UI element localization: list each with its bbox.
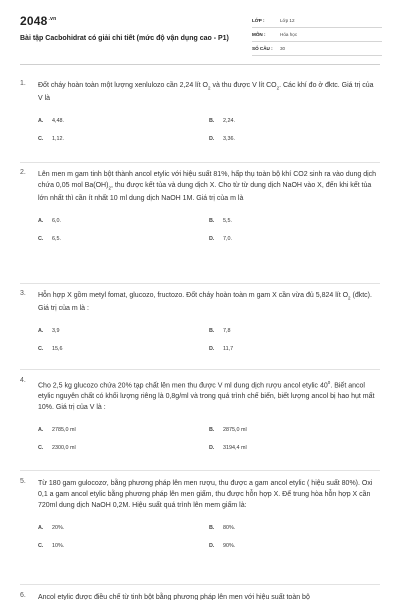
option-b[interactable]: B. 2875,0 ml (209, 427, 247, 434)
answer-options (38, 112, 380, 148)
option-d[interactable]: D. 3,36. (209, 136, 235, 143)
option-b[interactable]: B. 5,5. (209, 218, 232, 225)
option-a[interactable]: A. 20%. (38, 525, 65, 531)
meta-key: MÔN : (252, 32, 266, 37)
meta-value: 30 (280, 46, 286, 51)
question-1 (20, 80, 380, 148)
question-text: Từ 180 gam gulocozơ, bằng phương pháp lên men rượu, thu được a gam ancol etylic ( hiệu suất 80%). Oxi 0,1 a gam ancol etylic bằng phương pháp lên men giấm, thu được hỗn hợp X. Để trung hòa hỗn hợp X cần 720ml dung dịch NaOH 0,2M. Hiệu suất quá trình lên mem giấm là: (38, 480, 373, 509)
question-3 (20, 290, 380, 358)
option-b[interactable]: B. 2,24. (209, 118, 235, 125)
question-divider (20, 162, 380, 163)
option-c[interactable]: C. 10%. (38, 543, 65, 549)
question-number: 3. (20, 290, 26, 297)
document-header (0, 0, 400, 64)
option-c[interactable]: C. 6,5. (38, 236, 61, 243)
option-b[interactable]: B. 80%. (209, 525, 236, 531)
option-a[interactable]: A. 6,0. (38, 218, 61, 225)
answer-options (38, 519, 380, 555)
question-number: 4. (20, 377, 26, 384)
answer-options (38, 322, 380, 358)
meta-row-subject (252, 28, 382, 42)
meta-info (252, 14, 382, 56)
option-c[interactable]: C. 15,6 (38, 346, 63, 353)
answer-options (38, 421, 380, 457)
question-6 (20, 592, 380, 600)
question-number: 5. (20, 478, 26, 485)
question-text: Hỗn hợp X gồm metyl fomat, glucozo, fructozo. Đốt cháy hoàn toàn m gam X cần vừa đủ 5,824 lít $O_2$ (đktc). Giá trị của m là : (38, 292, 372, 313)
meta-row-count (252, 42, 382, 56)
option-b[interactable]: B. 7,8 (209, 328, 231, 335)
option-d[interactable]: D. 90%. (209, 543, 236, 549)
option-d[interactable]: D. 7,0. (209, 236, 232, 243)
header-divider (20, 64, 380, 65)
question-number: 2. (20, 169, 26, 176)
option-c[interactable]: C. 2300,0 ml (38, 445, 76, 452)
meta-value: Hóa học (280, 32, 298, 37)
question-text: Ancol etylic được điều chế từ tinh bột bằng phương pháp lên men với hiệu suất toàn bộ (38, 594, 310, 600)
meta-key: LỚP : (252, 18, 265, 23)
meta-row-class (252, 14, 382, 28)
question-5 (20, 478, 380, 555)
option-d[interactable]: D. 3194,4 ml (209, 445, 247, 452)
option-a[interactable]: A. 4,48. (38, 118, 64, 125)
question-number: 6. (20, 592, 26, 599)
question-divider (20, 584, 380, 585)
question-text: Cho 2,5 kg glucozo chứa 20% tạp chất lên men thu được V ml dung dịch rượu ancol etylic $40^0$. Biết ancol etylic nguyên chất có khối lượng riêng là 0,8g/ml và trong quá trình chế biến, biết lượng ancol bị hao hụt mất 10%. Giá trị của V là : (38, 380, 375, 412)
question-2 (20, 169, 380, 248)
option-a[interactable]: A. 2785,0 ml (38, 427, 76, 434)
question-number: 1. (20, 80, 26, 87)
meta-key: SỐ CÂU : (252, 46, 273, 51)
answer-options (38, 212, 380, 248)
question-text: Đốt cháy hoàn toàn một lượng xenlulozo cần 2,24 lít $O_2$ và thu được V lít $CO_2$. Các khí đo ở đktc. Giá trị của V là (38, 82, 374, 103)
option-c[interactable]: C. 1,12. (38, 136, 64, 143)
document-title: Bài tập Cacbohidrat có giải chi tiết (mức độ vận dụng cao - P1) (20, 35, 229, 42)
question-divider (20, 470, 380, 471)
question-divider (20, 283, 380, 284)
site-logo[interactable]: $2048^{.vn}$ (20, 14, 57, 28)
option-d[interactable]: D. 11,7 (209, 346, 234, 353)
question-4 (20, 377, 380, 457)
meta-value: Lớp 12 (280, 18, 295, 23)
question-text: Lên men m gam tinh bột thành ancol etylic với hiệu suất 81%, hấp thụ toàn bộ khí CO2 sinh ra vào dung dịch chứa 0,05 mol $Ba(OH)_2$, thu được kết tủa và dung dịch X. Cho từ từ dung dịch NaOH vào X, đến khi kết tủa lớn nhất thì cần ít nhất 10 ml dung dịch NaOH 1M. Giá trị của m là (38, 171, 377, 203)
question-divider (20, 369, 380, 370)
option-a[interactable]: A. 3,9 (38, 328, 60, 335)
